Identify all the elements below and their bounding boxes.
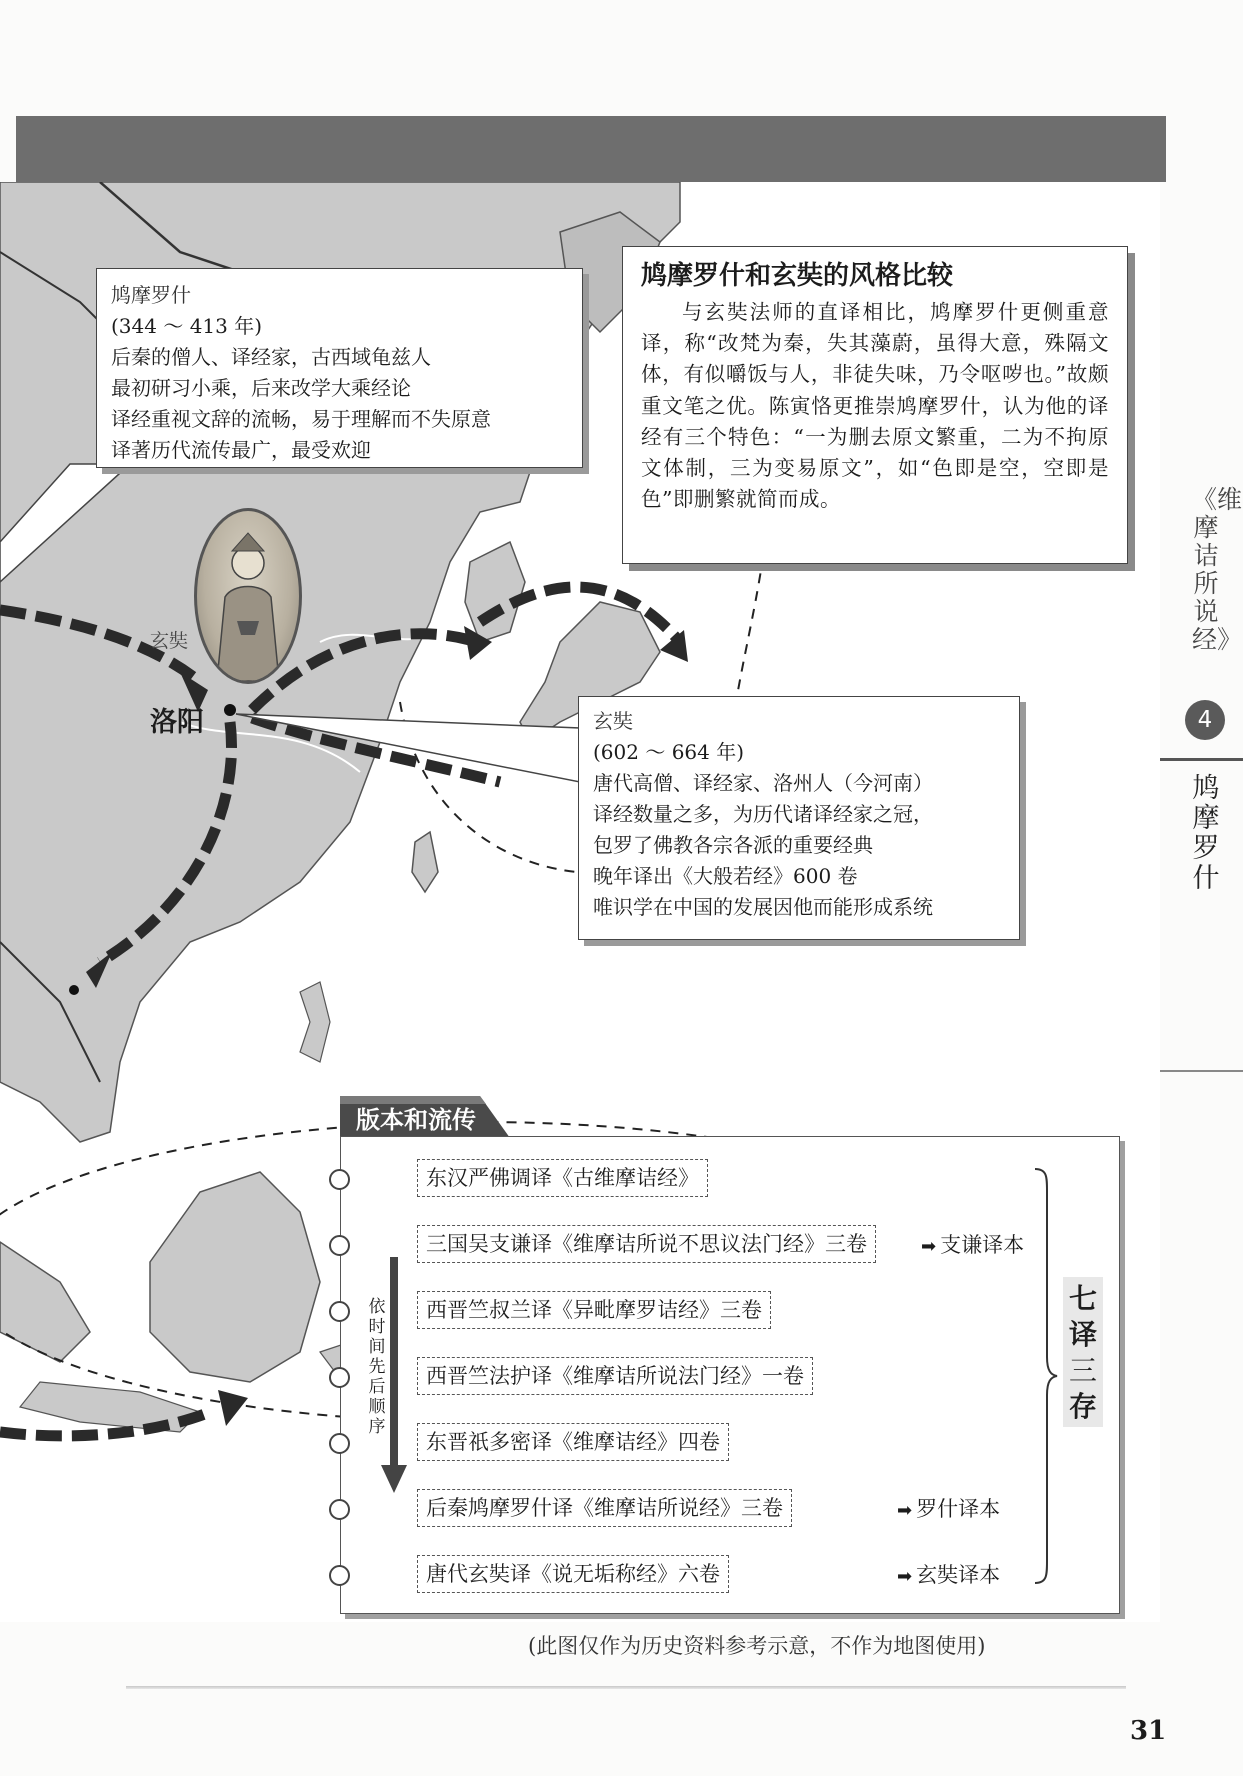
edition-item-text: 西晋竺法护译《维摩诘所说法门经》一卷 [426,1364,804,1388]
edition-note [897,1559,1000,1589]
callout-line: 译著历代流传最广，最受欢迎 [111,438,371,462]
right-arrow-icon: ➡ [897,1500,913,1521]
callout-name: 鸠摩罗什 [111,283,191,307]
chapter-number-badge: 4 [1185,700,1225,740]
edition-item-text: 西晋竺叔兰译《异毗摩罗诘经》三卷 [426,1298,762,1322]
bottom-rule [126,1686,1126,1689]
summary-char: 三 [1068,1354,1097,1387]
summary-bracket [1031,1167,1061,1585]
edition-item-text: 东晋祇多密译《维摩诘经》四卷 [426,1430,720,1454]
map-label-xuanzang: 玄奘 [150,630,189,652]
edition-item [417,1357,813,1395]
editions-tab-label: 版本和流传 [356,1106,476,1134]
comparison-title: 鸠摩罗什和玄奘的风格比较 [641,261,954,291]
summary-char: 译 [1068,1318,1097,1351]
edition-item [417,1489,792,1527]
edition-note-text: 玄奘译本 [916,1563,1001,1587]
sidebar-chapter-title-text: 鸠摩罗什 [1192,773,1220,894]
xuanzang-callout [578,696,1020,940]
timeline-dot [329,1433,350,1454]
timeline-dot [329,1499,350,1520]
callout-line: 译经数量之多，为历代诸译经家之冠， [593,802,933,826]
callout-line: (602 ～ 664 年) [593,740,745,764]
sidebar-book-title [1182,485,1243,654]
page-number: 31 [1130,1716,1167,1746]
callout-line: 晚年译出《大般若经》600 卷 [593,864,858,888]
edition-item-text: 东汉严佛调译《古维摩诘经》 [426,1166,699,1190]
callout-line: 包罗了佛教各宗各派的重要经典 [593,833,873,857]
edition-note-text: 罗什译本 [916,1497,1001,1521]
timeline-dot [329,1367,350,1388]
luoyang-dot [224,704,236,716]
callout-line: (344 ～ 413 年) [111,314,263,338]
map-label-luoyang: 洛阳 [150,707,204,738]
edition-note [897,1493,1000,1523]
sidebar-chapter-title [1185,774,1227,894]
summary-char: 存 [1068,1390,1097,1423]
map-city-dot [69,985,79,995]
timeline-dot [329,1235,350,1256]
edition-item [417,1423,729,1461]
edition-note-text: 支谦译本 [940,1233,1025,1257]
timeline-dot [329,1169,350,1190]
style-comparison-box [622,246,1128,564]
callout-line: 后秦的僧人、译经家，古西域龟兹人 [111,345,431,369]
callout-line: 译经重视文辞的流畅，易于理解而不失原意 [111,407,491,431]
timeline-dot [329,1301,350,1322]
edition-note [921,1229,1024,1259]
timeline-dot [329,1565,350,1586]
comparison-body: 与玄奘法师的直译相比，鸠摩罗什更侧重意译，称“改梵为秦，失其藻蔚，虽得大意，殊隔文体，有似嚼饭与人，非徒失味，乃令呕哕也。”故颇重文笔之优。陈寅恪更推崇鸠摩罗什，认为他的译经有三个特色：“一为删去原文繁重，二为不拘原文体制，三为变易原文”，如“色即是空，空即是色”即删繁就简而成。 [641,300,1109,512]
sidebar-divider [1160,1070,1243,1072]
sequence-label [365,1297,389,1437]
callout-line: 唐代高僧、译经家、洛州人（今河南） [593,771,933,795]
right-arrow-icon: ➡ [897,1566,913,1587]
sidebar-book-title-text: 《维摩诘所说经》 [1192,485,1243,654]
edition-item [417,1225,876,1263]
callout-line: 唯识学在中国的发展因他而能形成系统 [593,895,933,919]
edition-item [417,1291,771,1329]
editions-box [340,1136,1120,1614]
edition-item [417,1159,708,1197]
callout-line: 最初研习小乘，后来改学大乘经论 [111,376,411,400]
edition-item-text: 后秦鸠摩罗什译《维摩诘所说经》三卷 [426,1496,783,1520]
sidebar-divider [1160,758,1243,761]
editions-tab [340,1090,520,1138]
callout-name: 玄奘 [593,709,633,733]
monk-figure-icon [197,511,299,681]
map-disclaimer: (此图仅作为历史资料参考示意，不作为地图使用) [528,1634,986,1658]
xuanzang-portrait [194,508,302,684]
sequence-label-text: 依时间先后顺序 [368,1297,386,1437]
edition-item [417,1555,729,1593]
right-arrow-icon: ➡ [921,1236,937,1257]
summary-char: 七 [1068,1282,1097,1315]
edition-item-text: 三国吴支谦译《维摩诘所说不思议法门经》三卷 [426,1232,867,1256]
edition-item-text: 唐代玄奘译《说无垢称经》六卷 [426,1562,720,1586]
kumarajiva-callout [96,268,583,468]
header-band [16,116,1166,182]
seven-translations-summary [1063,1277,1103,1427]
